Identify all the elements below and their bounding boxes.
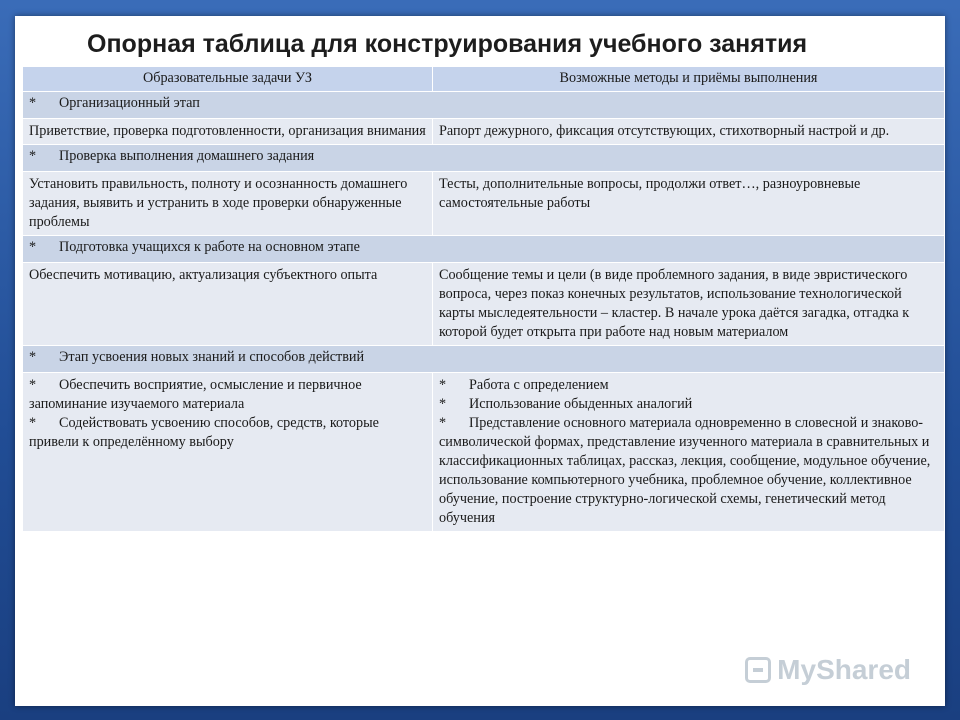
content-row [23, 172, 945, 236]
task-cell-text: Установить правильность, полноту и осознанность домашнего задания, выявить и устранить в ходе проверки обнаруженные проблемы [29, 176, 408, 230]
table-header-row [23, 67, 945, 92]
bullet-marker: * [29, 377, 37, 393]
task-cell [23, 373, 433, 532]
method-cell [433, 373, 945, 532]
method-cell-line [439, 414, 939, 528]
method-cell-line [439, 395, 939, 414]
table-body [23, 92, 945, 532]
bullet-marker: * [29, 95, 37, 111]
section-heading-text: Подготовка учащихся к работе на основном этапе [59, 239, 360, 255]
content-row [23, 373, 945, 532]
task-cell-line [29, 414, 427, 452]
bullet-marker: * [439, 415, 447, 431]
section-heading-text: Организационный этап [59, 95, 200, 111]
task-cell-line [29, 175, 427, 232]
method-cell-line [439, 122, 939, 141]
method-cell [433, 263, 945, 346]
task-cell-text: Приветствие, проверка подготовленности, организация внимания [29, 123, 426, 139]
content-row [23, 263, 945, 346]
task-cell [23, 172, 433, 236]
task-cell-text: Содействовать усвоению способов, средств, которые привели к определённому выбору [29, 415, 379, 450]
task-cell-text: Обеспечить мотивацию, актуализация субъектного опыта [29, 267, 378, 283]
section-heading-text: Проверка выполнения домашнего задания [59, 148, 315, 164]
method-cell-text: Сообщение темы и цели (в виде проблемного задания, в виде эвристического вопроса, через показ конечных результатов, использование технологической карты мыследеятельности – кластер. В начале урока даётся загадка, отгадка к которой будет открыта при работе над новым материалом [439, 267, 910, 340]
section-row [23, 236, 945, 263]
task-cell [23, 119, 433, 145]
bullet-marker: * [29, 148, 37, 164]
watermark-logo [745, 654, 911, 686]
task-cell-line [29, 266, 427, 285]
content-row [23, 119, 945, 145]
column-header-methods: Возможные методы и приёмы выполнения [433, 67, 945, 92]
method-cell-text: Рапорт дежурного, фиксация отсутствующих, стихотворный настрой и др. [439, 123, 890, 139]
bullet-marker: * [29, 415, 37, 431]
section-heading [23, 236, 945, 263]
bullet-marker: * [439, 377, 447, 393]
section-heading [23, 346, 945, 373]
watermark-text: MyShared [777, 654, 911, 685]
section-heading [23, 92, 945, 119]
section-row [23, 92, 945, 119]
method-cell-line [439, 376, 939, 395]
slide [15, 16, 945, 706]
task-cell-line [29, 376, 427, 414]
method-cell [433, 119, 945, 145]
section-heading [23, 145, 945, 172]
reference-table [22, 66, 945, 532]
method-cell-text: Работа с определением [469, 377, 609, 393]
bullet-marker: * [29, 349, 37, 365]
task-cell [23, 263, 433, 346]
bullet-marker: * [439, 396, 447, 412]
presentation-icon [745, 657, 771, 683]
column-header-tasks: Образовательные задачи УЗ [23, 67, 433, 92]
method-cell-line [439, 175, 939, 213]
method-cell-text: Использование обыденных аналогий [469, 396, 693, 412]
section-heading-text: Этап усвоения новых знаний и способов действий [59, 349, 365, 365]
section-row [23, 346, 945, 373]
method-cell-text: Представление основного материала одновременно в словесной и знаково-символической формах, представление изученного материала в сравнительных и классификационных таблицах, рассказ, лекция, сообщение, модульное обучение, использование компьютерного учебника, проблемное обучение, коллективное обучение, построение структурно-логической схемы, генетический метод обучения [439, 415, 931, 526]
method-cell [433, 172, 945, 236]
method-cell-text: Тесты, дополнительные вопросы, продолжи ответ…, разноуровневые самостоятельные работы [439, 176, 861, 211]
section-row [23, 145, 945, 172]
task-cell-text: Обеспечить восприятие, осмысление и первичное запоминание изучаемого материала [29, 377, 362, 412]
slide-title: Опорная таблица для конструирования учебного занятия [87, 30, 808, 58]
bullet-marker: * [29, 239, 37, 255]
method-cell-line [439, 266, 939, 342]
task-cell-line [29, 122, 427, 141]
